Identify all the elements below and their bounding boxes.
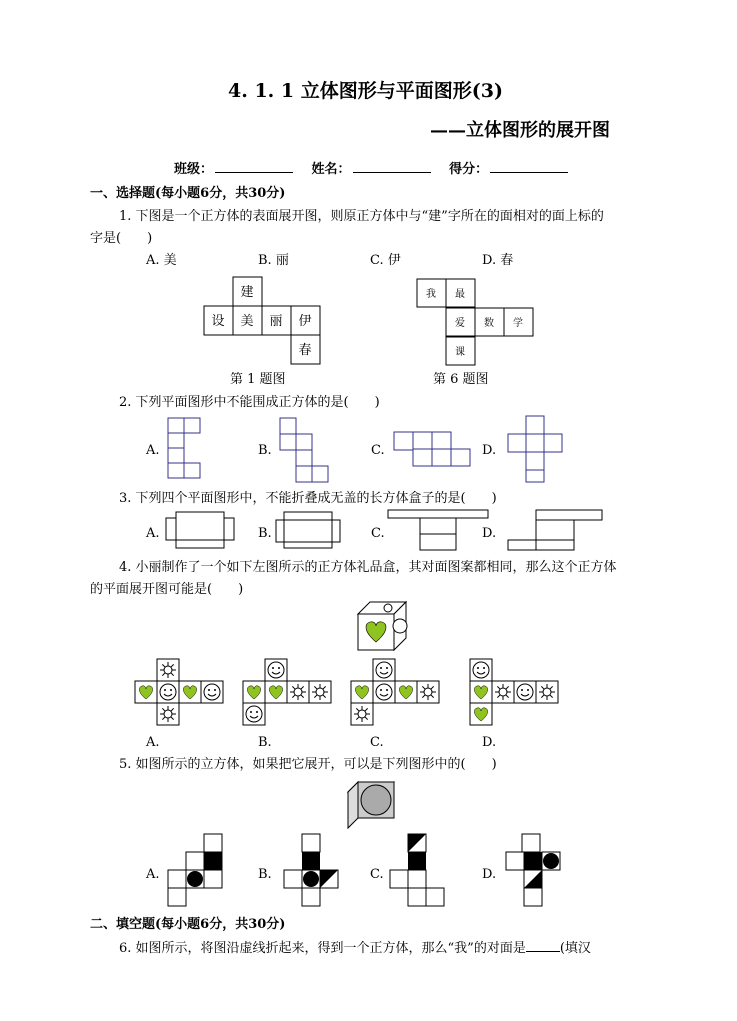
q6-answer-blank[interactable]	[526, 939, 560, 952]
q2-label-b[interactable]: B.	[258, 443, 272, 458]
net-char: 丽	[269, 314, 283, 329]
q5-net-d	[506, 834, 568, 910]
net-char: 最	[455, 289, 465, 300]
net-char: 伊	[298, 314, 312, 329]
fig6-net-figure	[416, 278, 536, 368]
q5-net-c	[390, 834, 446, 910]
net-char: 我	[426, 289, 436, 300]
q2-figure-c	[394, 432, 474, 468]
section-heading-fill: 二、填空题(每小题6分，共30分)	[90, 917, 286, 932]
net-char: 美	[240, 314, 254, 329]
q4-label-c[interactable]: C.	[370, 735, 384, 750]
sun-icon	[312, 684, 328, 700]
net-char: 课	[455, 347, 465, 358]
q5-label-a[interactable]: A.	[146, 867, 160, 882]
sun-icon	[290, 684, 306, 700]
smiley-icon	[204, 684, 220, 700]
q3-figure-c	[388, 510, 490, 552]
q2-text: 2. 下列平面图形中不能围成正方体的是( )	[119, 395, 380, 410]
q6-text	[119, 939, 591, 957]
info-line	[174, 160, 582, 178]
smiley-icon	[160, 684, 176, 700]
q3-text: 3. 下列四个平面图形中，不能折叠成无盖的长方体盒子的是( )	[119, 491, 497, 506]
q1-text-line1: 1. 下图是一个正方体的表面展开图，则原正方体中与“建”字所在的面相对的面上标的	[119, 209, 604, 224]
q4-label-d[interactable]: D.	[482, 735, 497, 750]
sun-icon	[160, 662, 176, 678]
q5-net-a	[166, 834, 226, 910]
q4-text-line1: 4. 小丽制作了一个如下左图所示的正方体礼品盒，其对面图案都相同，那么这个正方体	[119, 560, 617, 575]
q4-net-d	[469, 658, 561, 728]
smiley-icon	[268, 662, 284, 678]
q3-label-a[interactable]: A.	[146, 526, 160, 541]
class-blank[interactable]	[215, 160, 293, 173]
q4-label-b[interactable]: B.	[258, 735, 272, 750]
q1-option-c[interactable]: C. 伊	[370, 253, 401, 268]
smiley-icon	[473, 662, 489, 678]
q6-text-after: (填汉	[559, 941, 591, 956]
q3-label-c[interactable]: C.	[371, 526, 385, 541]
page-title: 4. 1. 1 立体图形与平面图形(3)	[228, 80, 503, 102]
name-blank[interactable]	[353, 160, 431, 173]
net-char: 春	[298, 343, 312, 358]
net-char: 设	[211, 314, 225, 329]
fig6-caption: 第 6 题图	[433, 372, 489, 387]
q5-label-d[interactable]: D.	[482, 867, 497, 882]
q2-label-a[interactable]: A.	[146, 443, 160, 458]
q4-text-line2: 的平面展开图可能是( )	[90, 582, 244, 597]
q3-figure-d	[508, 510, 604, 552]
sun-icon	[354, 706, 370, 722]
q2-figure-b	[280, 418, 334, 484]
q5-net-b	[280, 834, 342, 910]
q1-option-b[interactable]: B. 丽	[258, 253, 289, 268]
smiley-icon	[517, 684, 533, 700]
q5-text: 5. 如图所示的立方体，如果把它展开，可以是下列图形中的( )	[119, 757, 497, 772]
net-char: 爱	[455, 318, 465, 329]
sun-icon	[539, 684, 555, 700]
q1-option-a[interactable]: A. 美	[146, 253, 177, 268]
sun-icon	[495, 684, 511, 700]
sun-icon	[160, 706, 176, 722]
q2-figure-a	[168, 418, 208, 482]
smiley-icon	[376, 662, 392, 678]
smiley-icon	[246, 706, 262, 722]
q5-label-b[interactable]: B.	[258, 867, 272, 882]
class-label: 班级：	[174, 162, 214, 177]
q4-net-c	[350, 658, 442, 728]
net-char: 建	[240, 285, 254, 300]
q1-net-figure	[204, 276, 324, 366]
score-label: 得分：	[449, 162, 489, 177]
q3-figure-b	[276, 512, 348, 552]
q4-net-a	[134, 658, 226, 728]
q3-label-b[interactable]: B.	[258, 526, 272, 541]
q1-text-line2: 字是( )	[90, 231, 153, 246]
q1-option-d[interactable]: D. 春	[482, 253, 514, 268]
q3-label-d[interactable]: D.	[482, 526, 497, 541]
q2-figure-d	[508, 416, 566, 488]
sun-icon	[384, 604, 392, 612]
q4-gift-box-cube	[358, 602, 410, 654]
section-heading-choice: 一、选择题(每小题6分，共30分)	[90, 186, 286, 201]
q5-label-c[interactable]: C.	[370, 867, 384, 882]
smiley-icon	[376, 684, 392, 700]
net-char: 学	[513, 318, 523, 329]
name-label: 姓名：	[311, 162, 351, 177]
fig1-caption: 第 1 题图	[230, 372, 286, 387]
net-char: 数	[484, 318, 494, 329]
score-blank[interactable]	[490, 160, 568, 173]
q5-cube	[346, 780, 396, 830]
q6-text-before: 6. 如图所示，将图沿虚线折起来，得到一个正方体，那么“我”的对面是	[119, 941, 526, 956]
q4-net-b	[242, 658, 334, 728]
q2-label-d[interactable]: D.	[482, 443, 497, 458]
smiley-icon	[393, 619, 407, 633]
q2-label-c[interactable]: C.	[371, 443, 385, 458]
sun-icon	[420, 684, 436, 700]
q3-figure-a	[166, 512, 238, 552]
page-subtitle: ——立体图形的展开图	[430, 120, 610, 141]
q4-label-a[interactable]: A.	[146, 735, 160, 750]
